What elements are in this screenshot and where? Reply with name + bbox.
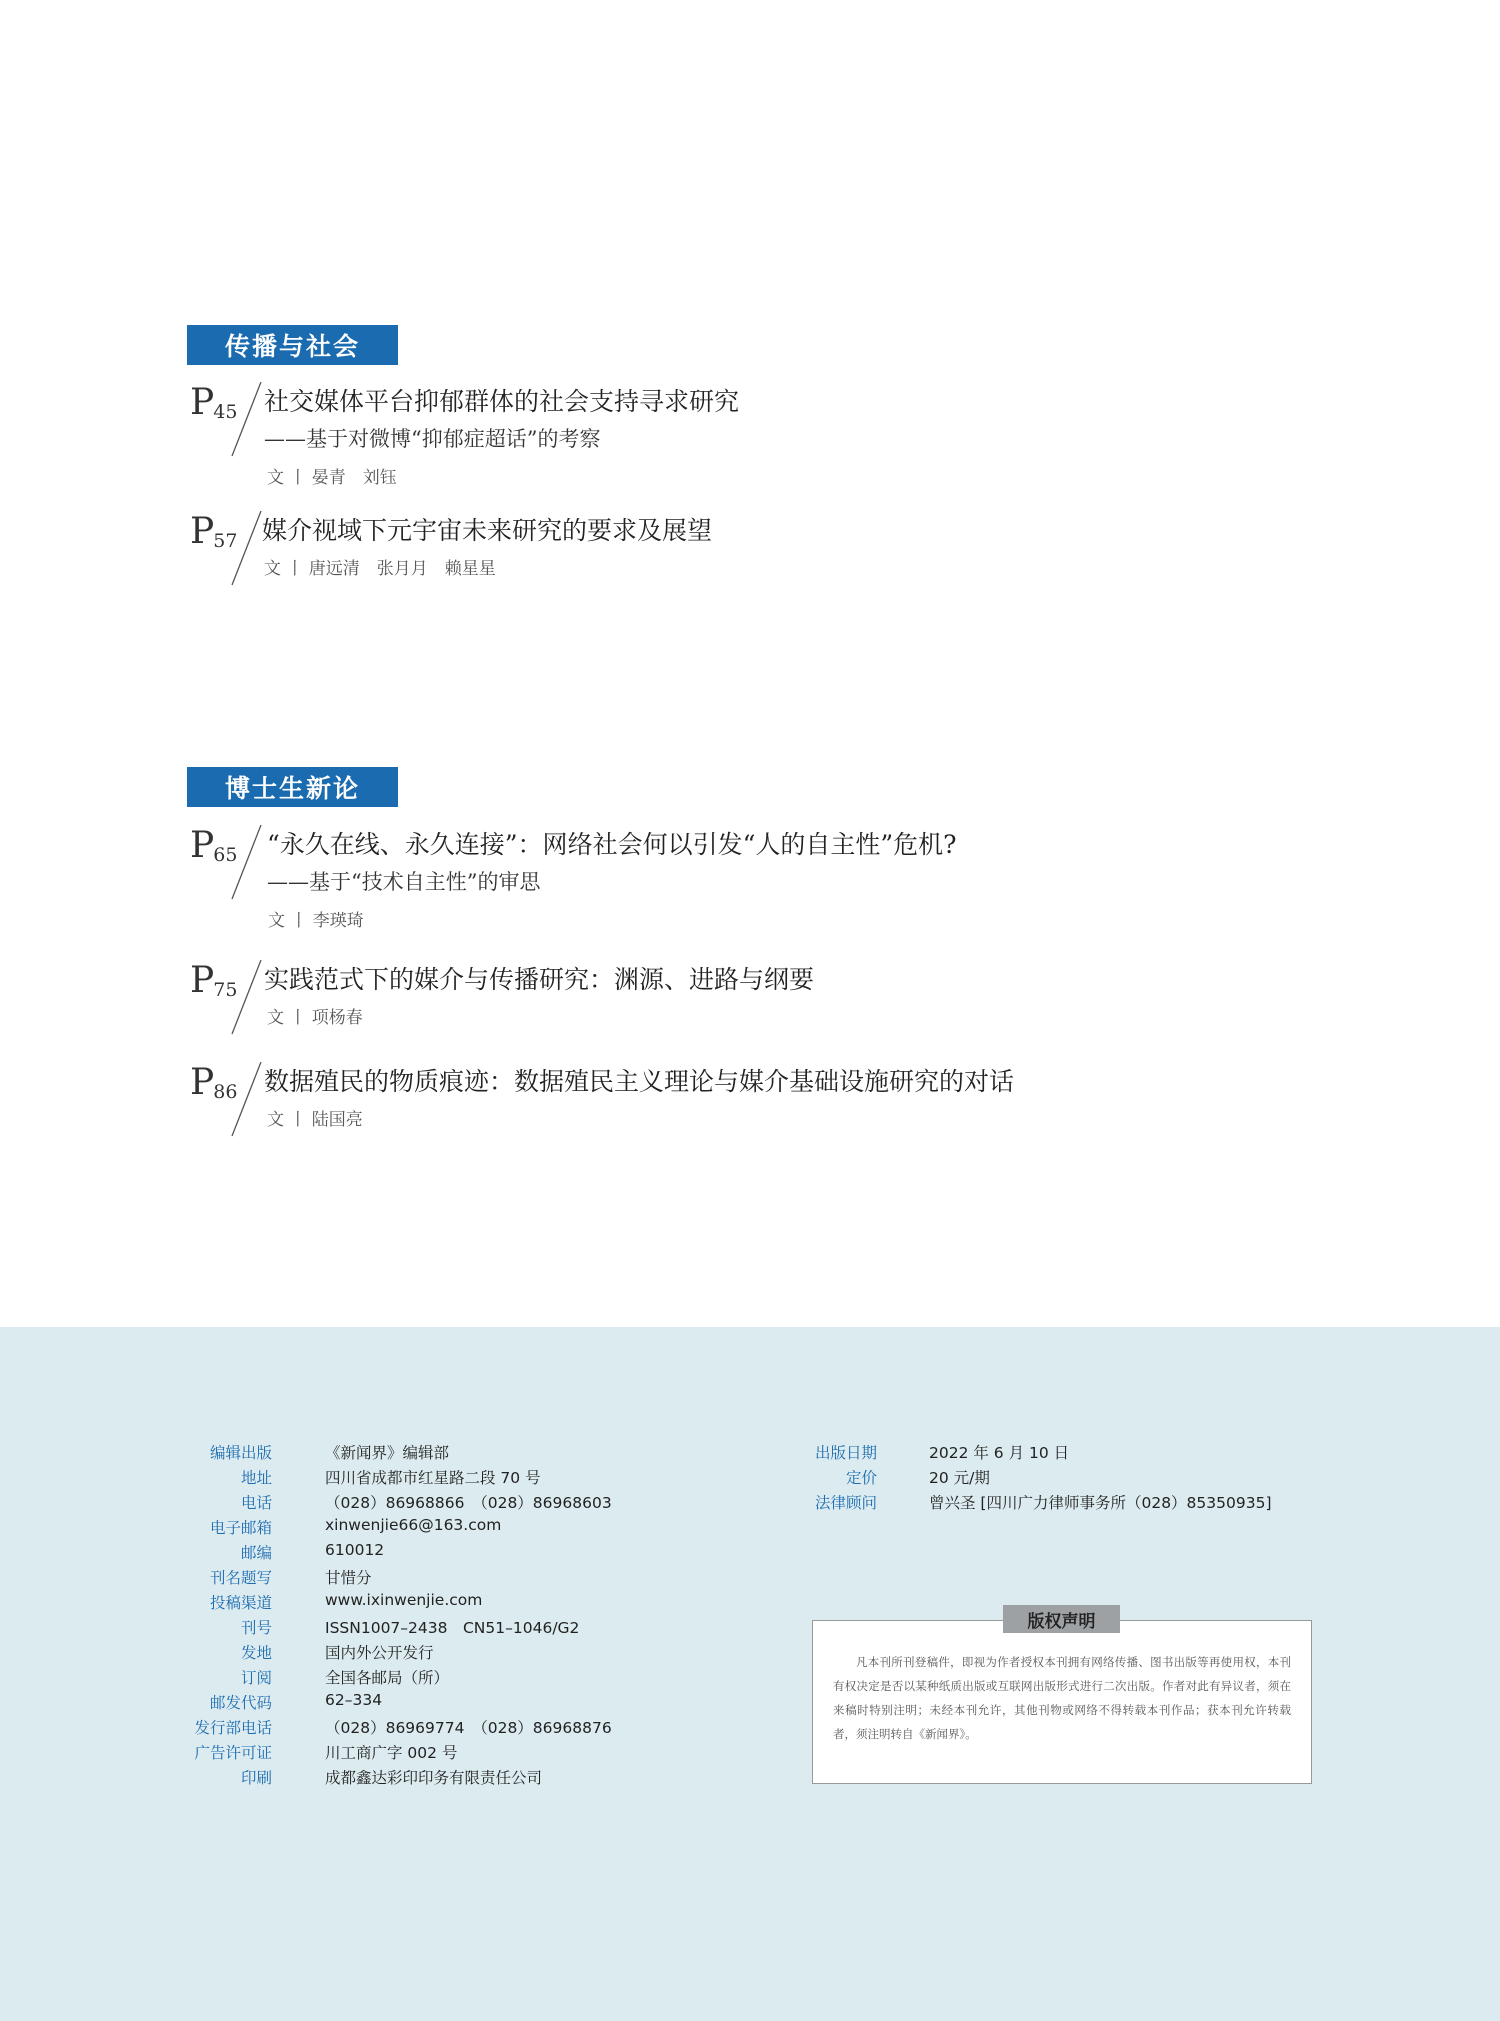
slash-divider-icon: [209, 825, 269, 905]
info-value: （028）86968866 （028）86968603: [325, 1494, 612, 1512]
info-label: 法律顾问: [814, 1494, 877, 1512]
article-title: 社交媒体平台抑郁群体的社会支持寻求研究: [264, 387, 740, 416]
info-value: 62–334: [325, 1691, 383, 1709]
slash-divider-icon: [209, 382, 269, 462]
info-label: 订阅: [240, 1669, 272, 1687]
info-label: 投稿渠道: [209, 1594, 272, 1612]
info-value: 四川省成都市红星路二段 70 号: [325, 1469, 541, 1487]
page-number: P65: [190, 825, 238, 866]
copyright-notice-title: 版权声明: [1003, 1605, 1120, 1633]
section-label-doctoral-forum: 博士生新论: [187, 767, 398, 807]
article-author: 文 丨 李瑛琦: [268, 911, 364, 931]
article-author: 文 丨 晏青 刘钰: [267, 468, 397, 488]
info-label: 印刷: [240, 1769, 272, 1787]
info-value: 曾兴圣 [四川广力律师事务所（028）85350935]: [929, 1494, 1272, 1512]
page-number: P45: [190, 382, 238, 423]
info-label: 地址: [240, 1469, 272, 1487]
copyright-notice-text: 凡本刊所刊登稿件，即视为作者授权本刊拥有网络传播、图书出版等再使用权，本刊有权决定是否以某种纸质出版或互联网出版形式进行二次出版。作者对此有异议者，须在来稿时特别注明；未经本刊允许，其他刊物或网络不得转载本刊作品；获本刊允许转载者，须注明转自《新闻界》。: [833, 1655, 1291, 1741]
toc-entry[interactable]: [187, 382, 1337, 488]
toc-entry[interactable]: [187, 511, 1337, 591]
article-author: 文 丨 唐远清 张月月 赖星星: [264, 559, 496, 579]
info-value: 20 元/期: [929, 1469, 990, 1487]
info-label: 编辑出版: [209, 1444, 272, 1462]
info-label: 邮编: [240, 1544, 272, 1562]
page-number: P86: [190, 1062, 238, 1103]
info-label: 刊名题写: [209, 1569, 272, 1587]
toc-entry[interactable]: [187, 1062, 1337, 1142]
info-label: 发地: [240, 1644, 272, 1662]
info-value: 国内外公开发行: [325, 1644, 434, 1662]
slash-divider-icon: [209, 511, 269, 591]
article-title: 实践范式下的媒介与传播研究：渊源、进路与纲要: [264, 965, 815, 994]
article-title: 媒介视域下元宇宙未来研究的要求及展望: [262, 516, 713, 545]
info-label: 刊号: [240, 1619, 272, 1637]
info-row: [0, 1491, 1500, 1513]
info-value: 成都鑫达彩印印务有限责任公司: [325, 1769, 543, 1787]
info-label: 电话: [240, 1494, 272, 1512]
copyright-notice-box: [812, 1620, 1312, 1784]
article-subtitle: ——基于“技术自主性”的审思: [267, 870, 541, 894]
section-label-communication-society: 传播与社会: [187, 325, 398, 365]
article-title: 数据殖民的物质痕迹：数据殖民主义理论与媒介基础设施研究的对话: [264, 1067, 1015, 1096]
info-row: [0, 1591, 1500, 1613]
info-row: [0, 1566, 1500, 1588]
info-value: （028）86969774 （028）86968876: [325, 1719, 612, 1737]
info-row: [0, 1516, 1500, 1538]
page-number: P75: [190, 960, 238, 1001]
article-author: 文 丨 项杨春: [267, 1008, 363, 1028]
info-value: 甘惜分: [325, 1569, 372, 1587]
info-value: 610012: [325, 1541, 385, 1559]
page-number: P57: [190, 511, 238, 552]
info-row: [0, 1466, 1500, 1488]
info-label: 发行部电话: [194, 1719, 272, 1737]
info-value: ISSN1007–2438 CN51–1046/G2: [325, 1619, 580, 1637]
info-label: 出版日期: [814, 1444, 877, 1462]
info-label: 定价: [845, 1469, 877, 1487]
info-value: 川工商广字 002 号: [325, 1744, 458, 1762]
slash-divider-icon: [209, 960, 269, 1040]
info-value: xinwenjie66@163.com: [325, 1516, 502, 1534]
toc-entry[interactable]: [187, 825, 1337, 931]
info-label: 广告许可证: [194, 1744, 272, 1762]
toc-entry[interactable]: [187, 960, 1337, 1040]
info-value: 全国各邮局（所）: [325, 1669, 450, 1687]
info-row: [0, 1441, 1500, 1463]
article-subtitle: ——基于对微博“抑郁症超话”的考察: [264, 427, 601, 451]
info-row: [0, 1541, 1500, 1563]
info-value: 《新闻界》编辑部: [325, 1444, 450, 1462]
info-label: 电子邮箱: [209, 1519, 272, 1537]
slash-divider-icon: [209, 1062, 269, 1142]
info-label: 邮发代码: [209, 1694, 272, 1712]
article-title: “永久在线、永久连接”：网络社会何以引发“人的自主性”危机?: [267, 830, 957, 859]
article-author: 文 丨 陆国亮: [267, 1110, 363, 1130]
info-value: www.ixinwenjie.com: [325, 1591, 483, 1609]
info-value: 2022 年 6 月 10 日: [929, 1444, 1070, 1462]
